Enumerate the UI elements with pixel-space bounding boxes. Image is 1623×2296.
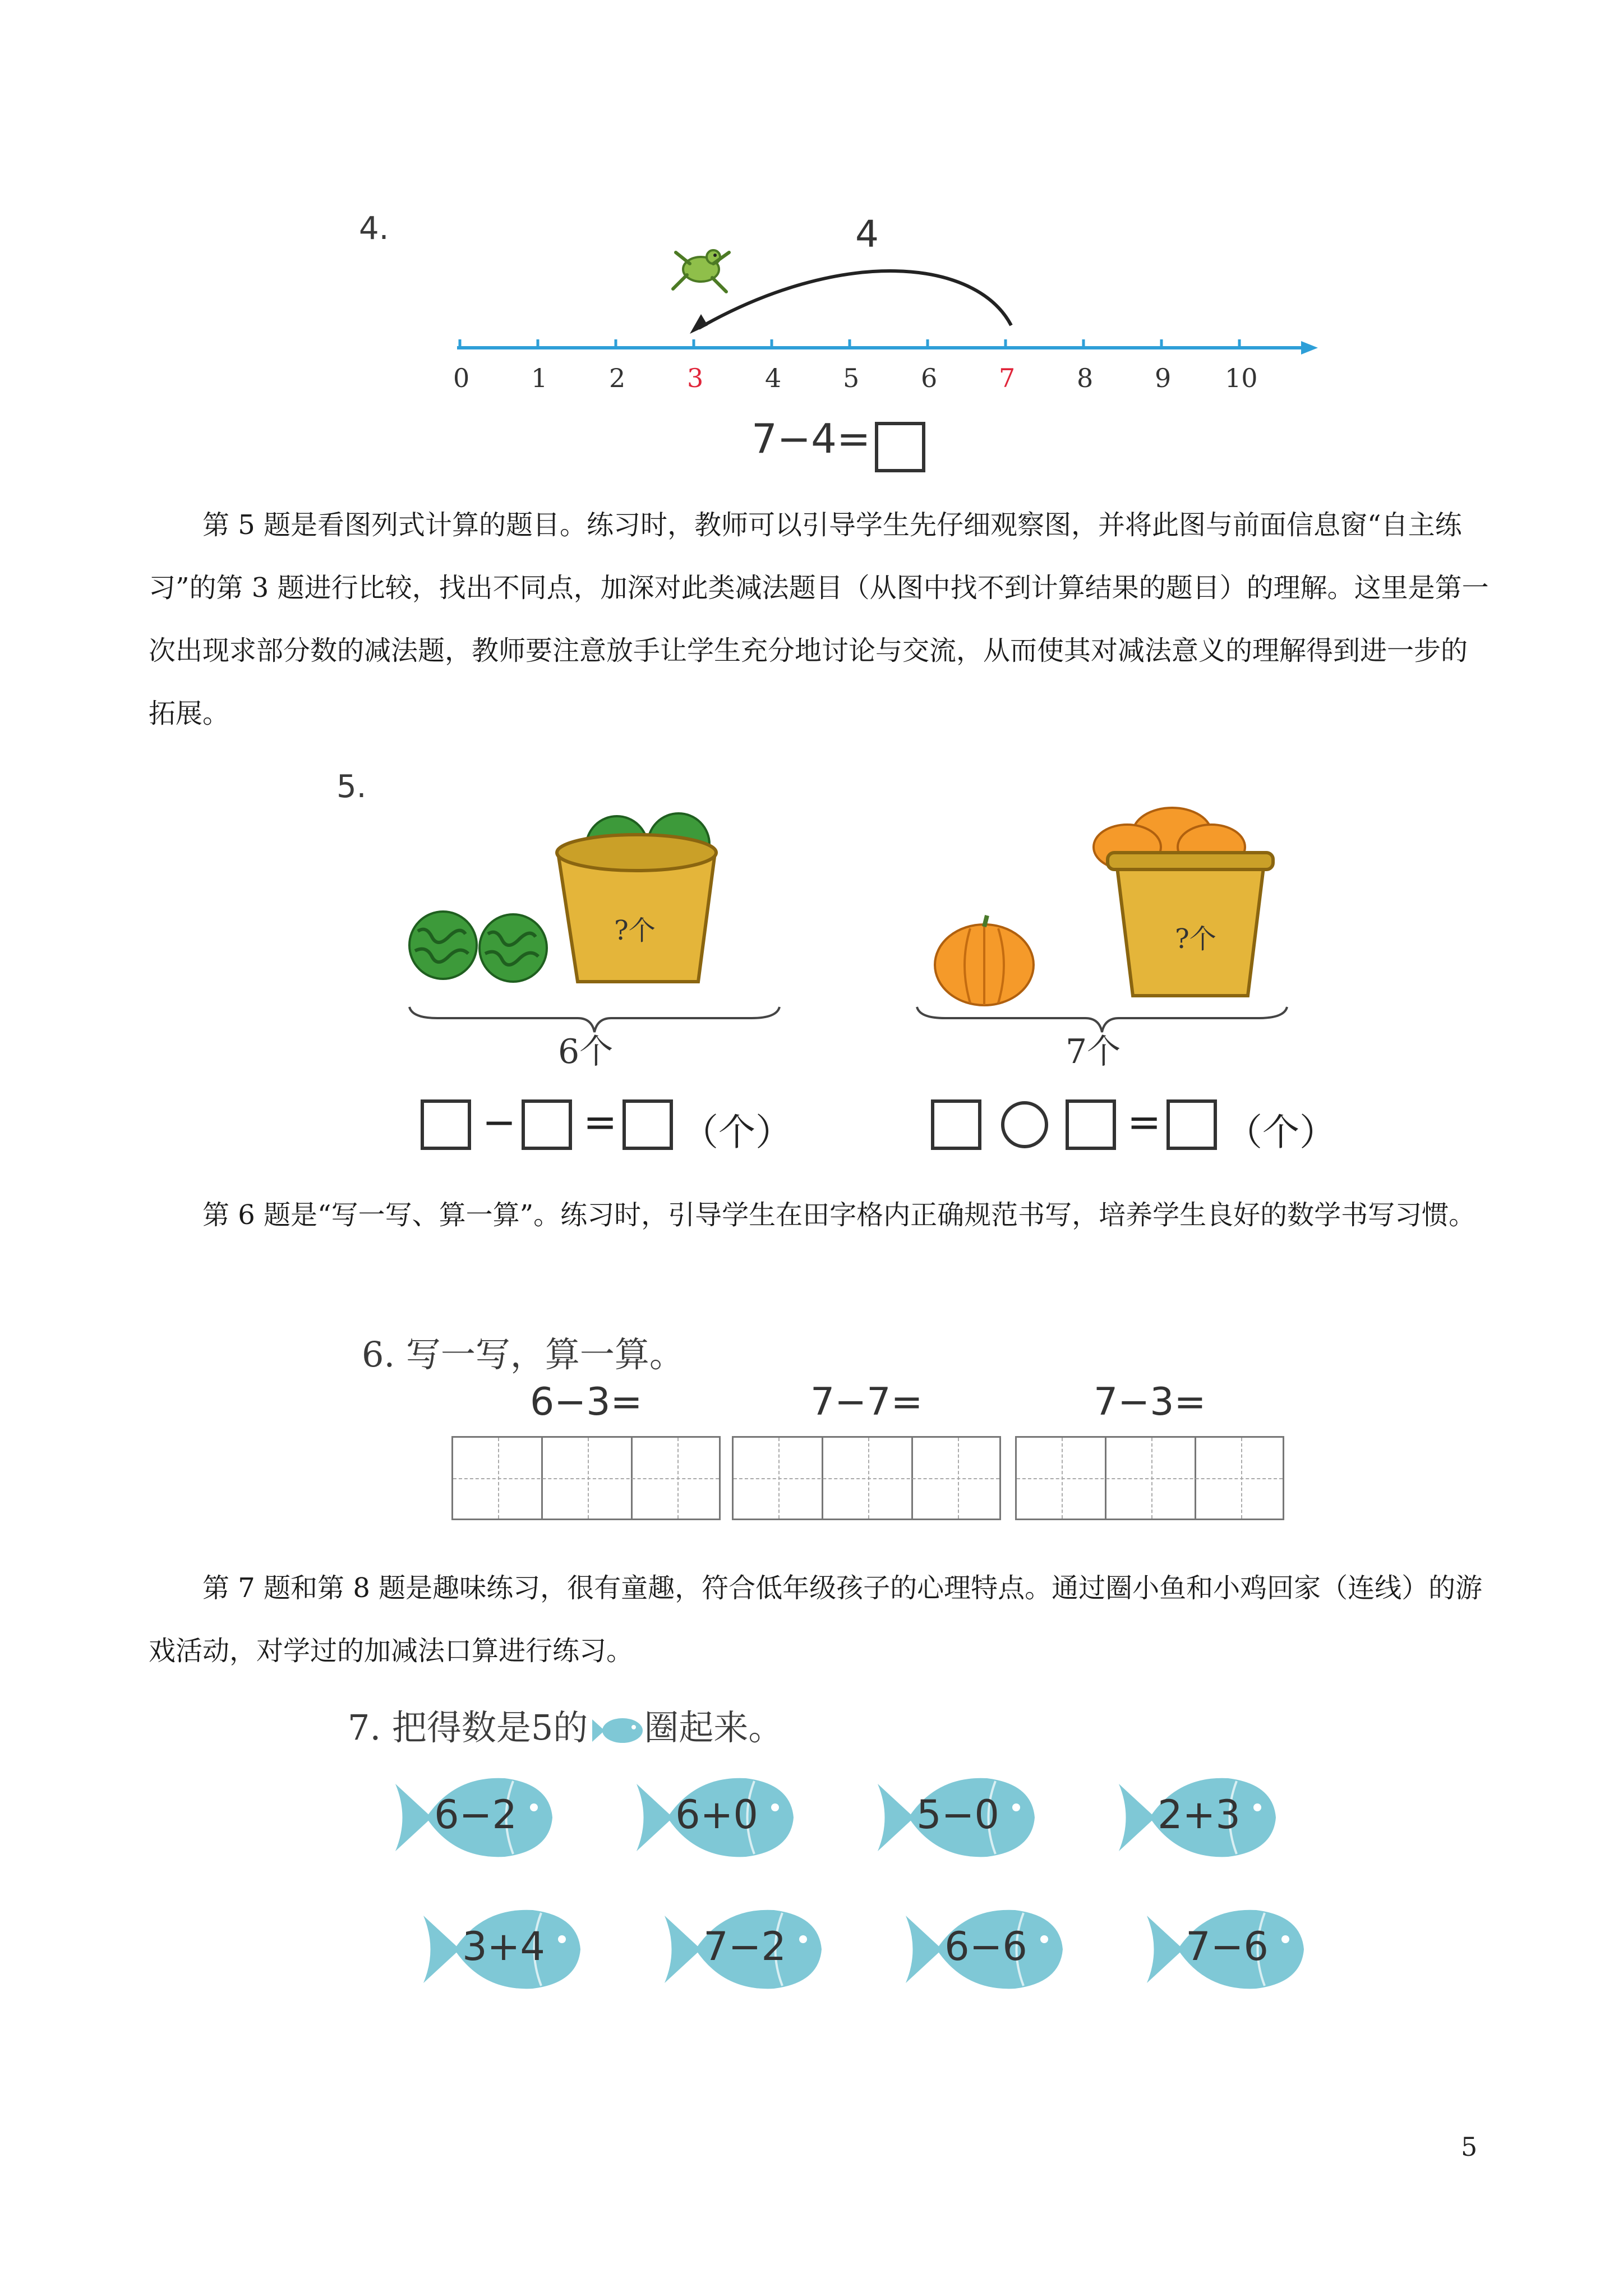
tick-label: 7 xyxy=(999,363,1016,393)
fish-item[interactable] xyxy=(421,1899,583,2000)
paragraph-q7-text: 第 7 题和第 8 题是趣味练习，很有童趣，符合低年级孩子的心理特点。通过圈小鱼和小鸡回家（连线）的游戏活动，对学过的加减法口算进行练习。 xyxy=(149,1572,1483,1667)
right-total-label: 7个 xyxy=(1066,1032,1121,1066)
paragraph-q5 xyxy=(149,494,1489,745)
q5-right-box-3[interactable] xyxy=(1166,1099,1217,1150)
q4-equation xyxy=(751,415,870,462)
fish-item[interactable] xyxy=(875,1767,1038,1868)
fish-label: 6−2 xyxy=(434,1792,517,1838)
q4-equation-text: 7−4= xyxy=(751,415,871,462)
arrow-head-icon xyxy=(690,314,708,334)
fish-item[interactable] xyxy=(1116,1767,1279,1868)
q5-left-unit: （个） xyxy=(681,1111,792,1154)
tick-label: 4 xyxy=(765,363,782,393)
tick-label: 9 xyxy=(1155,363,1172,393)
left-basket-label: ?个 xyxy=(614,915,656,946)
paragraph-q6-text: 第 6 题是“写一写、算一算”。练习时，引导学生在田字格内正确规范书写，培养学生良好的数学书写习惯。 xyxy=(202,1199,1476,1231)
q4-answer-box[interactable] xyxy=(875,422,925,472)
q4-number-line-figure xyxy=(437,213,1335,404)
q5-right-box-2[interactable] xyxy=(1066,1099,1116,1150)
q5-operator-circle[interactable] xyxy=(1001,1101,1048,1148)
q6-expr-2: 7−7= xyxy=(810,1380,923,1424)
fish-label: 3+4 xyxy=(462,1924,545,1970)
fish-label: 7−6 xyxy=(1186,1924,1269,1970)
q5-right-unit: （个） xyxy=(1225,1111,1336,1154)
q6-expr-1: 6−3= xyxy=(530,1380,643,1424)
q6-title: 6. 写一写，算一算。 xyxy=(362,1334,684,1375)
q5-left-box-3[interactable] xyxy=(623,1099,673,1150)
left-total-label: 6个 xyxy=(558,1032,614,1066)
fish-item[interactable] xyxy=(903,1899,1066,2000)
tick-label: 6 xyxy=(921,363,938,393)
right-brace xyxy=(917,1007,1287,1032)
fish-item[interactable] xyxy=(662,1899,824,2000)
right-basket-label: ?个 xyxy=(1175,923,1216,955)
q6-expr-3: 7−3= xyxy=(1094,1380,1206,1424)
small-fish-icon xyxy=(588,1715,644,1746)
q5-number: 5. xyxy=(336,769,367,805)
fish-item[interactable] xyxy=(1144,1899,1307,2000)
tick-label: 1 xyxy=(531,363,548,393)
q7-title xyxy=(348,1700,783,1750)
paragraph-q5-text: 第 5 题是看图列式计算的题目。练习时，教师可以引导学生先仔细观察图，并将此图与前面信息窗“自主练习”的第 3 题进行比较，找出不同点，加深对此类减法题目（从图中找不到计算结果的题目）的理解。这里是第一次出现求部分数的减法题，教师要注意放手让学生充分地讨论与交流，从而使其对减法意义的理解得到进一步的拓展。 xyxy=(149,509,1489,729)
q5-left-box-1[interactable] xyxy=(421,1099,471,1150)
tick-label: 0 xyxy=(453,363,470,393)
q6-grid-1[interactable] xyxy=(451,1436,721,1520)
q5-left-equals: = xyxy=(583,1098,617,1145)
fish-item[interactable] xyxy=(634,1767,796,1868)
q6-grid-2[interactable] xyxy=(732,1436,1001,1520)
fish-label: 7−2 xyxy=(703,1924,786,1970)
jump-label: 4 xyxy=(855,213,879,256)
q5-left-minus: − xyxy=(482,1098,517,1145)
tick-label: 2 xyxy=(609,363,626,393)
watermelon-icon xyxy=(409,912,547,982)
tick-label: 3 xyxy=(687,363,704,393)
tick-label: 8 xyxy=(1077,363,1094,393)
fish-label: 6−6 xyxy=(944,1924,1027,1970)
fish-item[interactable] xyxy=(393,1767,555,1868)
q5-left-box-2[interactable] xyxy=(522,1099,572,1150)
tick-label: 10 xyxy=(1225,363,1258,393)
q5-figure xyxy=(393,797,1312,1066)
q7-title-end: 圈起来。 xyxy=(644,1707,783,1748)
q6-grid-3[interactable] xyxy=(1015,1436,1284,1520)
jump-arc xyxy=(699,271,1011,328)
fish-label: 5−0 xyxy=(916,1792,999,1838)
left-brace xyxy=(409,1007,780,1032)
fish-label: 6+0 xyxy=(675,1792,758,1838)
paragraph-q7 xyxy=(149,1557,1489,1682)
frog-icon xyxy=(673,250,729,292)
page-number: 5 xyxy=(1461,2132,1478,2162)
q5-right-box-1[interactable] xyxy=(931,1099,981,1150)
q5-right-equals: = xyxy=(1127,1098,1161,1145)
q4-number: 4. xyxy=(359,210,389,247)
paragraph-q6 xyxy=(149,1184,1489,1246)
pumpkin-icon xyxy=(935,915,1034,1005)
tick-label: 5 xyxy=(843,363,860,393)
fish-label: 2+3 xyxy=(1158,1792,1241,1838)
q7-title-start: 7. 把得数是5的 xyxy=(348,1707,588,1748)
